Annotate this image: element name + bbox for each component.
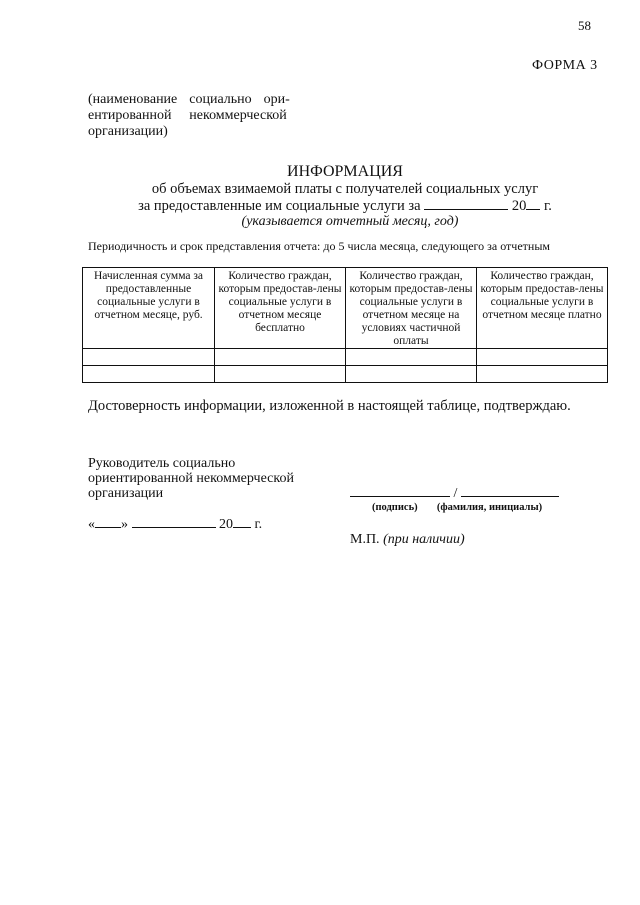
form-label: ФОРМА 3 bbox=[532, 58, 598, 73]
day-field[interactable] bbox=[95, 515, 121, 528]
name-initials-field[interactable] bbox=[461, 484, 559, 497]
month-blank-field[interactable] bbox=[424, 197, 508, 210]
date-suffix: г. bbox=[254, 517, 263, 532]
subtitle-line2-prefix: за предоставленные им социальные услуги за bbox=[138, 198, 421, 214]
org-name-line1-c: ори- bbox=[263, 92, 290, 107]
table-cell[interactable] bbox=[477, 349, 608, 366]
head-label-line1: Руководитель социально bbox=[88, 456, 236, 471]
head-label-line2: ориентированной некоммерческой bbox=[88, 471, 294, 486]
signature-lines bbox=[350, 484, 559, 502]
date-close-quote: » bbox=[121, 517, 128, 532]
organization-name-label bbox=[88, 92, 302, 140]
stamp-label: М.П. bbox=[350, 532, 380, 547]
table-cell[interactable] bbox=[215, 366, 346, 383]
subtitle-year-suffix: г. bbox=[543, 198, 552, 214]
stamp-place bbox=[350, 532, 465, 548]
date-year: 20 bbox=[219, 517, 233, 532]
org-name-line1-a: (наименование bbox=[88, 92, 178, 107]
table-header-row bbox=[83, 268, 608, 349]
org-name-line2-b: некоммерческой bbox=[189, 108, 287, 123]
reporting-periodicity: Периодичность и срок представления отчета: до 5 числа месяца, следующего за отчетным bbox=[88, 239, 550, 253]
subtitle-year: 20 bbox=[511, 198, 527, 214]
stamp-if-available: (при наличии) bbox=[383, 532, 465, 547]
period-hint: (указывается отчетный месяц, год) bbox=[241, 214, 459, 229]
name-caption: (фамилия, инициалы) bbox=[436, 502, 543, 513]
table-cell[interactable] bbox=[83, 349, 215, 366]
year-blank-field[interactable] bbox=[526, 197, 540, 210]
table-cell[interactable] bbox=[477, 366, 608, 383]
document-title: ИНФОРМАЦИЯ bbox=[287, 163, 403, 180]
org-name-line1-b: социально bbox=[189, 92, 252, 107]
document-subtitle-line1: об объемах взимаемой платы с получателей социальных услуг bbox=[151, 181, 539, 197]
table-cell[interactable] bbox=[215, 349, 346, 366]
date-line bbox=[88, 515, 262, 533]
head-label-line3: организации bbox=[88, 486, 164, 501]
payment-data-table bbox=[82, 267, 608, 383]
table-cell[interactable] bbox=[83, 366, 215, 383]
signature-field[interactable] bbox=[350, 484, 450, 497]
document-subtitle-line2 bbox=[50, 197, 640, 214]
header-citizens-partial: Количество граждан, которым предостав-лены социальные услуги в отчетном месяце на условиях частичной оплаты bbox=[346, 268, 477, 349]
org-name-line2-a: ентированной bbox=[88, 108, 172, 123]
title-block bbox=[0, 163, 640, 230]
header-citizens-paid: Количество граждан, которым предостав-лены социальные услуги в отчетном месяце платно bbox=[477, 268, 608, 349]
table-cell[interactable] bbox=[346, 349, 477, 366]
table-cell[interactable] bbox=[346, 366, 477, 383]
table-row bbox=[83, 366, 608, 383]
signature-caption: (подпись) bbox=[372, 502, 418, 513]
signature-slash: / bbox=[453, 486, 458, 501]
confirmation-statement: Достоверность информации, изложенной в настоящей таблице, подтверждаю. bbox=[88, 398, 571, 414]
month-field[interactable] bbox=[132, 515, 216, 528]
org-name-line3: организации) bbox=[88, 124, 168, 139]
date-year-field[interactable] bbox=[233, 515, 251, 528]
signature-captions bbox=[372, 502, 542, 513]
header-accrued-amount: Начисленная сумма за предоставленные социальные услуги в отчетном месяце, руб. bbox=[83, 268, 215, 349]
header-citizens-free: Количество граждан, которым предостав-лены социальные услуги в отчетном месяце бесплатно bbox=[215, 268, 346, 349]
table-row bbox=[83, 349, 608, 366]
head-of-organization-label bbox=[88, 456, 294, 501]
page-number: 58 bbox=[578, 18, 591, 33]
date-open-quote: « bbox=[88, 517, 95, 532]
